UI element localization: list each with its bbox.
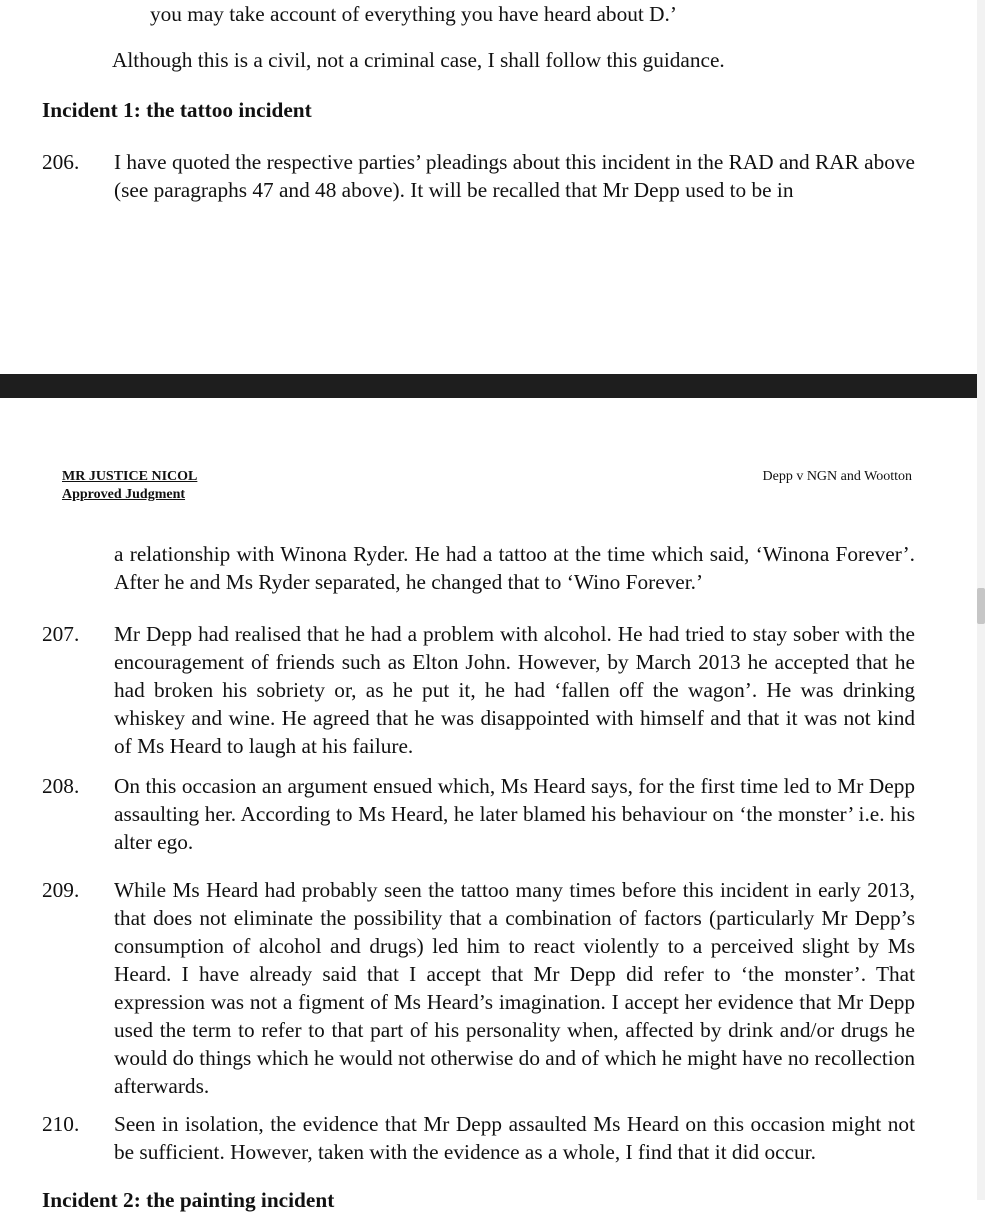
running-header-left (62, 468, 197, 504)
next-section-heading: Incident 2: the painting incident (42, 1188, 335, 1212)
quote-continuation: you may take account of everything you have heard about D.’ (150, 2, 677, 26)
paragraph-text: Mr Depp had realised that he had a problem with alcohol. He had tried to stay sober with the encouragement of friends such as Elton John. However, by March 2013 he accepted that he had broken his sobriety or, as he put it, he had ‘fallen off the wagon’. He was drinking whiskey and wine. He agreed that he was disappointed with himself and that it was not kind of Ms Heard to laugh at his failure. (114, 622, 915, 758)
running-header-right: Depp v NGN and Wootton (762, 469, 912, 484)
scrollbar-thumb[interactable] (977, 588, 985, 624)
paragraph-number: 210. (42, 1112, 80, 1136)
paragraph-text: Seen in isolation, the evidence that Mr Depp assaulted Ms Heard on this occasion might not be sufficient. However, taken with the evidence as a whole, I find that it did occur. (114, 1112, 915, 1164)
paragraph-number: 208. (42, 774, 80, 798)
paragraph-text: While Ms Heard had probably seen the tattoo many times before this incident in early 2013, that does not eliminate the possibility that a combination of factors (particularly Mr Depp’s consumption of alcohol and drugs) led him to react violently to a perceived slight by Ms Heard. I have already said that I accept that Mr Depp did refer to ‘the monster’. That expression was not a figment of Ms Heard’s imagination. I accept her evidence that Mr Depp used the term to refer to that part of his personality when, affected by drink and/or drugs he would do things which he would not otherwise do and of which he might have no recollection afterwards. (114, 878, 915, 1098)
paragraph-number: 207. (42, 622, 80, 646)
page-separator (0, 374, 985, 398)
judge-name: MR JUSTICE NICOL (62, 469, 198, 484)
paragraph-number: 206. (42, 150, 80, 174)
paragraph-text: I have quoted the respective parties’ pleadings about this incident in the RAD and RAR above (see paragraphs 47 and 48 above). It will be recalled that Mr Depp used to be in (114, 150, 915, 202)
section-heading: Incident 1: the tattoo incident (42, 98, 312, 122)
paragraph-text: On this occasion an argument ensued which, Ms Heard says, for the first time led to Mr Depp assaulting her. According to Ms Heard, he later blamed his behaviour on ‘the monster’ i.e. his alter ego. (114, 774, 915, 854)
guidance-sentence: Although this is a civil, not a criminal case, I shall follow this guidance. (112, 48, 725, 72)
paragraph-number: 209. (42, 878, 80, 902)
judgment-type: Approved Judgment (62, 487, 186, 502)
paragraph-206-continuation: a relationship with Winona Ryder. He had a tattoo at the time which said, ‘Winona Forever’. After he and Ms Ryder separated, he changed that to ‘Wino Forever.’ (114, 542, 915, 594)
